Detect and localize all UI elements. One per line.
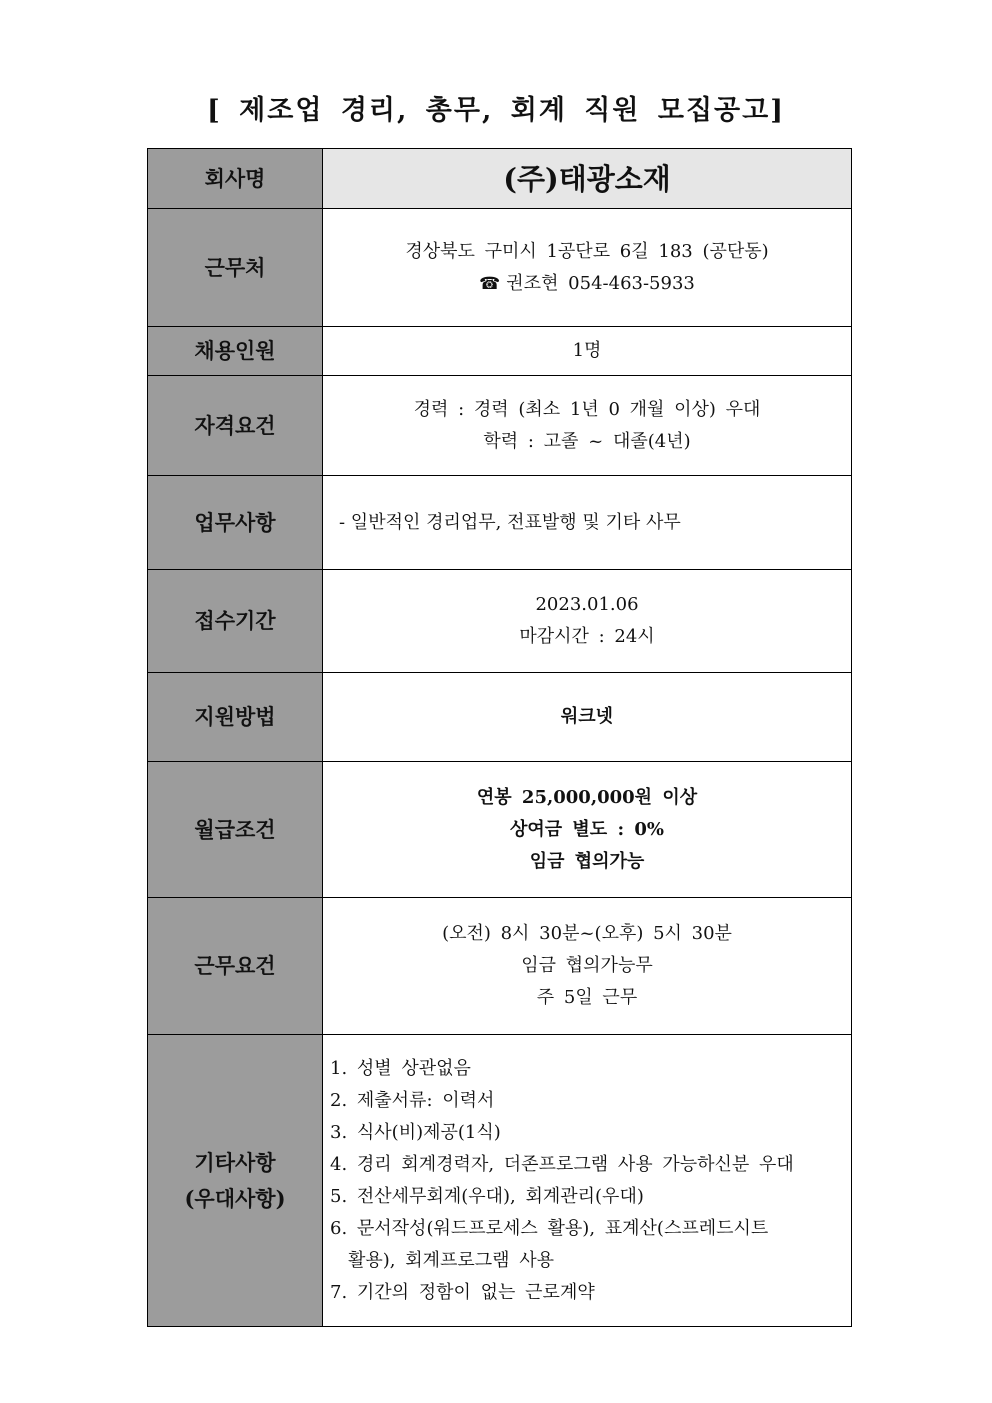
row-qualifications <box>148 376 852 476</box>
period-date: 2023.01.06 <box>535 594 639 615</box>
other-item-continuation: 활용), 회계프로그램 사용 <box>348 1249 555 1271</box>
row-duties <box>148 476 852 570</box>
company-name: (주)태광소재 <box>323 149 852 209</box>
period-value <box>323 570 852 673</box>
row-company <box>148 149 852 209</box>
workplace-contact: 권조현 054-463-5933 <box>506 272 695 294</box>
label-other-line2: (우대사항) <box>184 1185 286 1211</box>
row-other <box>148 1035 852 1327</box>
other-value <box>323 1035 852 1327</box>
label-other-line1: 기타사항 <box>194 1149 276 1175</box>
conditions-days: 주 5일 근무 <box>536 987 638 1008</box>
row-period <box>148 570 852 673</box>
row-conditions <box>148 898 852 1035</box>
row-workplace <box>148 209 852 327</box>
salary-negotiable: 임금 협의가능 <box>529 850 645 872</box>
salary-bonus: 상여금 별도 : 0% <box>509 818 664 840</box>
other-item: 1. 성별 상관없음 <box>330 1057 471 1079</box>
page-title: [ 제조업 경리, 총무, 회계 직원 모집공고] <box>207 95 785 126</box>
phone-icon: ☎ <box>479 273 501 294</box>
label-workplace: 근무처 <box>148 209 323 327</box>
other-item: 2. 제출서류: 이력서 <box>330 1089 495 1111</box>
label-headcount: 채용인원 <box>148 327 323 376</box>
qualification-education: 학력 : 고졸 ~ 대졸(4년) <box>483 430 691 452</box>
label-salary: 월급조건 <box>148 762 323 898</box>
other-item: 6. 문서작성(워드프로세스 활용), 표계산(스프레드시트 <box>330 1217 769 1239</box>
duties-value: - 일반적인 경리업무, 전표발행 및 기타 사무 <box>323 476 852 570</box>
other-item: 7. 기간의 정함이 없는 근로계약 <box>330 1281 595 1303</box>
workplace-address: 경상북도 구미시 1공단로 6길 183 (공단동) <box>405 240 769 262</box>
label-conditions: 근무요건 <box>148 898 323 1035</box>
conditions-hours: (오전) 8시 30분~(오후) 5시 30분 <box>442 923 732 944</box>
salary-annual: 연봉 25,000,000원 이상 <box>476 786 698 808</box>
workplace-contact-line <box>323 268 851 300</box>
qualification-experience: 경력 : 경력 (최소 1년 0 개월 이상) 우대 <box>413 398 761 420</box>
apply-value: 워크넷 <box>323 673 852 762</box>
row-apply <box>148 673 852 762</box>
conditions-value <box>323 898 852 1035</box>
row-salary <box>148 762 852 898</box>
label-company: 회사명 <box>148 149 323 209</box>
other-item: 5. 전산세무회계(우대), 회계관리(우대) <box>330 1185 644 1207</box>
label-duties: 업무사항 <box>148 476 323 570</box>
workplace-value <box>323 209 852 327</box>
label-period: 접수기간 <box>148 570 323 673</box>
job-posting-table <box>147 148 852 1327</box>
headcount-value: 1명 <box>323 327 852 376</box>
period-deadline: 마감시간 : 24시 <box>519 626 655 647</box>
row-headcount <box>148 327 852 376</box>
other-item: 3. 식사(비)제공(1식) <box>330 1121 501 1143</box>
label-other <box>148 1035 323 1327</box>
other-item: 4. 경리 회계경력자, 더존프로그램 사용 가능하신분 우대 <box>330 1153 794 1175</box>
salary-value <box>323 762 852 898</box>
label-apply: 지원방법 <box>148 673 323 762</box>
conditions-negotiable: 임금 협의가능무 <box>521 955 653 976</box>
label-qualifications: 자격요건 <box>148 376 323 476</box>
qualifications-value <box>323 376 852 476</box>
